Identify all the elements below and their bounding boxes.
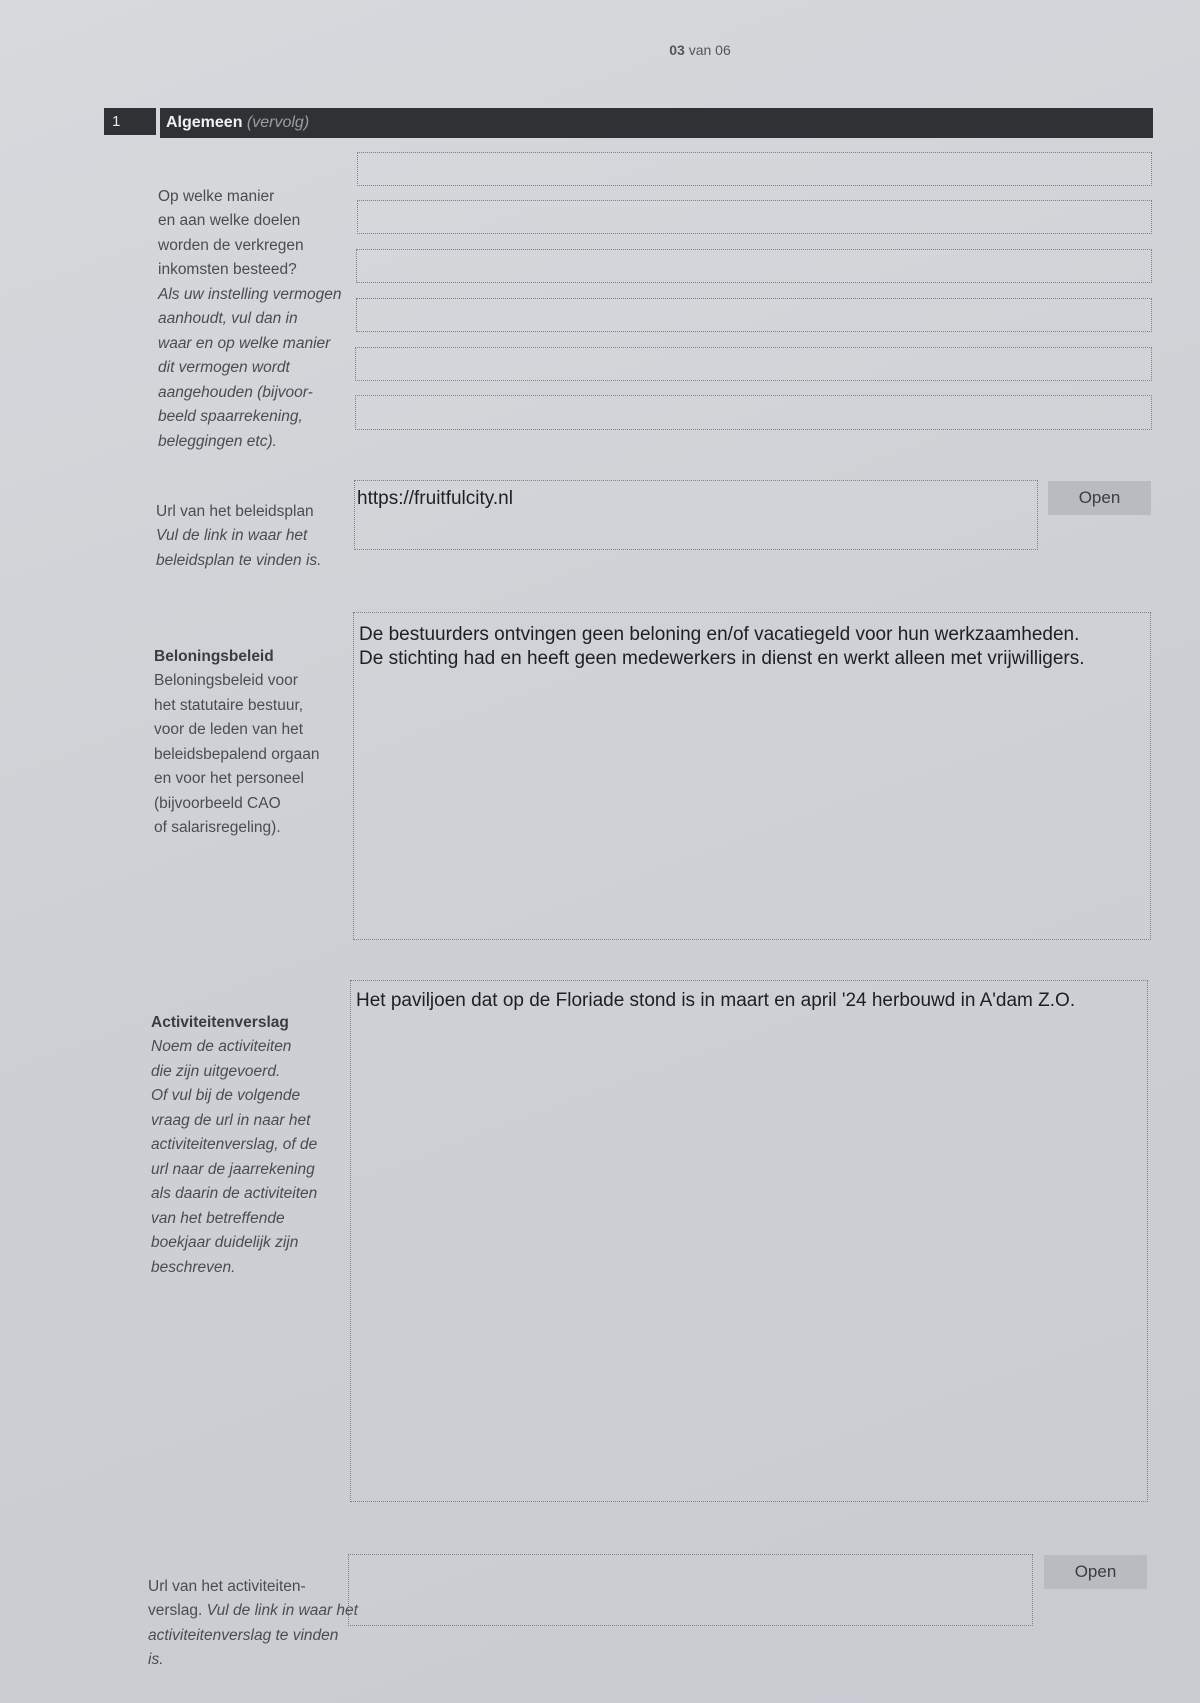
activities-textarea[interactable] xyxy=(350,980,1148,1502)
page-current: 03 xyxy=(669,42,685,58)
spending-line-2[interactable] xyxy=(357,200,1152,234)
page-separator: van xyxy=(684,42,716,58)
spending-line-3[interactable] xyxy=(356,249,1152,283)
activities-url-hint: Vul de link in waar het activiteitenverslag te vinden is. xyxy=(148,1602,358,1668)
activities-url-label-block xyxy=(148,1550,358,1673)
remuneration-textarea[interactable] xyxy=(353,612,1151,940)
activities-label-block xyxy=(151,986,351,1280)
section-header xyxy=(160,108,1153,138)
activities-hint: Noem de activiteiten die zijn uitgevoerd. Of vul bij de volgende vraag de url in naar het activiteitenverslag, of de url naar de jaarrekening als daarin de activiteiten van het betreffende boekjaar duidelijk zijn beschreven. xyxy=(151,1038,318,1276)
spending-label: Op welke manier en aan welke doelen worden de verkregen inkomsten besteed? xyxy=(158,187,304,278)
remuneration-label: Beloningsbeleid voor het statutaire bestuur, voor de leden van het beleidsbepalend orgaan en voor het personeel (bijvoorbeeld CAO of salarisregeling). xyxy=(154,672,320,836)
remuneration-label-block xyxy=(154,620,354,841)
activities-title: Activiteitenverslag xyxy=(151,1013,289,1031)
policy-url-hint: Vul de link in waar het beleidsplan te vinden is. xyxy=(156,527,322,569)
spending-line-6[interactable] xyxy=(355,395,1152,430)
policy-url-label-block xyxy=(156,475,356,573)
section-subtitle: (vervolg) xyxy=(242,114,310,131)
remuneration-title: Beloningsbeleid xyxy=(154,647,274,665)
policy-url-input[interactable] xyxy=(354,480,1038,550)
spending-hint: Als uw instelling vermogen aanhoudt, vul dan in waar en op welke manier dit vermogen wordt aangehouden (bijvoor- beeld spaarrekening, beleggingen etc). xyxy=(158,285,342,450)
spending-line-5[interactable] xyxy=(355,347,1152,381)
activities-value: Het paviljoen dat op de Floriade stond is in maart en april '24 herbouwd in A'dam Z.O. xyxy=(356,990,1076,1011)
policy-url-open-button[interactable]: Open xyxy=(1048,481,1151,515)
spending-line-1[interactable] xyxy=(357,152,1152,186)
policy-url-label: Url van het beleidsplan xyxy=(156,502,314,520)
page-number xyxy=(0,42,1200,58)
activities-url-label: Url van het activiteiten- verslag. xyxy=(148,1577,306,1619)
activities-url-input[interactable] xyxy=(348,1554,1033,1626)
policy-url-value: https://fruitfulcity.nl xyxy=(357,488,513,509)
page-total: 06 xyxy=(715,42,731,58)
section-number: 1 xyxy=(104,108,156,135)
section-title: Algemeen xyxy=(166,114,243,131)
spending-line-4[interactable] xyxy=(356,298,1152,332)
activities-url-open-button[interactable]: Open xyxy=(1044,1555,1147,1589)
spending-label-block xyxy=(158,160,358,454)
remuneration-value: De bestuurders ontvingen geen beloning en/of vacatiegeld voor hun werkzaamheden. De stichting had en heeft geen medewerkers in dienst en werkt alleen met vrijwilligers. xyxy=(359,624,1085,669)
